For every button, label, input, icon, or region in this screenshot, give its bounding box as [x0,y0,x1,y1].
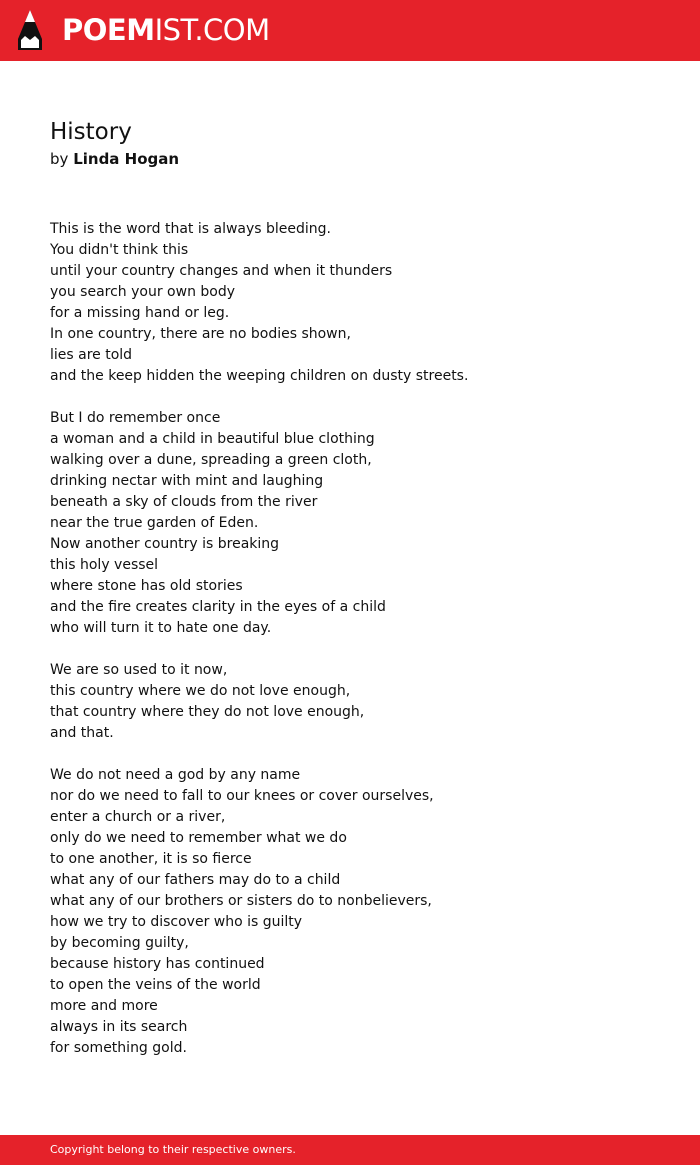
poem-line: You didn't think this [50,242,189,258]
stanza-break [50,744,670,765]
stanza-break [50,639,670,660]
poem-line: this country where we do not love enough, [50,683,351,699]
poem-line: nor do we need to fall to our knees or cover ourselves, [50,788,434,804]
poem-line: lies are told [50,347,133,363]
pencil-tip-icon[interactable] [17,9,43,51]
poem-line: to one another, it is so fierce [50,851,252,867]
poem-line: you search your own body [50,284,236,300]
poem-line: and that. [50,725,114,741]
poem-line: what any of our brothers or sisters do to nonbelievers, [50,893,432,909]
poem-line: Now another country is breaking [50,536,280,552]
poem-line: This is the word that is always bleeding. [50,221,332,237]
poem-line: more and more [50,998,158,1014]
poem-line: who will turn it to hate one day. [50,620,272,636]
poem-line: a woman and a child in beautiful blue clothing [50,431,375,447]
poem-line: and the fire creates clarity in the eyes of a child [50,599,386,615]
poem-stanza [50,765,670,1059]
poem-title: History [50,119,132,145]
poem-line: by becoming guilty, [50,935,189,951]
poem-line: drinking nectar with mint and laughing [50,473,324,489]
site-footer [0,1135,700,1165]
poem-stanza [50,219,670,387]
poem-line: because history has continued [50,956,265,972]
poem-line: enter a church or a river, [50,809,226,825]
poem-stanza [50,660,670,744]
poem-line: walking over a dune, spreading a green cloth, [50,452,372,468]
poem-line: for something gold. [50,1040,187,1056]
poem-line: In one country, there are no bodies shown, [50,326,351,342]
poem-author: Linda Hogan [73,150,180,168]
poem-byline [50,149,179,169]
stanza-break [50,387,670,408]
poem-line: near the true garden of Eden. [50,515,259,531]
site-logo[interactable] [62,12,270,48]
poem-stanza [50,408,670,639]
logo-light-text: IST.COM [154,13,270,47]
poem-line: But I do remember once [50,410,221,426]
site-header [0,0,700,61]
logo-bold-text: POEM [62,13,155,47]
poem-line: what any of our fathers may do to a child [50,872,341,888]
poem-line: that country where they do not love enough, [50,704,365,720]
poem-line: We are so used to it now, [50,662,228,678]
poem-line: where stone has old stories [50,578,243,594]
footer-copyright: Copyright belong to their respective owners. [50,1143,296,1156]
poem-line: We do not need a god by any name [50,767,301,783]
poem-line: beneath a sky of clouds from the river [50,494,318,510]
poem-line: only do we need to remember what we do [50,830,347,846]
poem-line: until your country changes and when it thunders [50,263,393,279]
poem-line: this holy vessel [50,557,159,573]
poem-line: to open the veins of the world [50,977,261,993]
poem-line: for a missing hand or leg. [50,305,230,321]
byline-prefix: by [50,150,69,168]
poem-line: and the keep hidden the weeping children on dusty streets. [50,368,469,384]
poem-line: always in its search [50,1019,188,1035]
poem-line: how we try to discover who is guilty [50,914,303,930]
poem-body [50,219,670,1059]
